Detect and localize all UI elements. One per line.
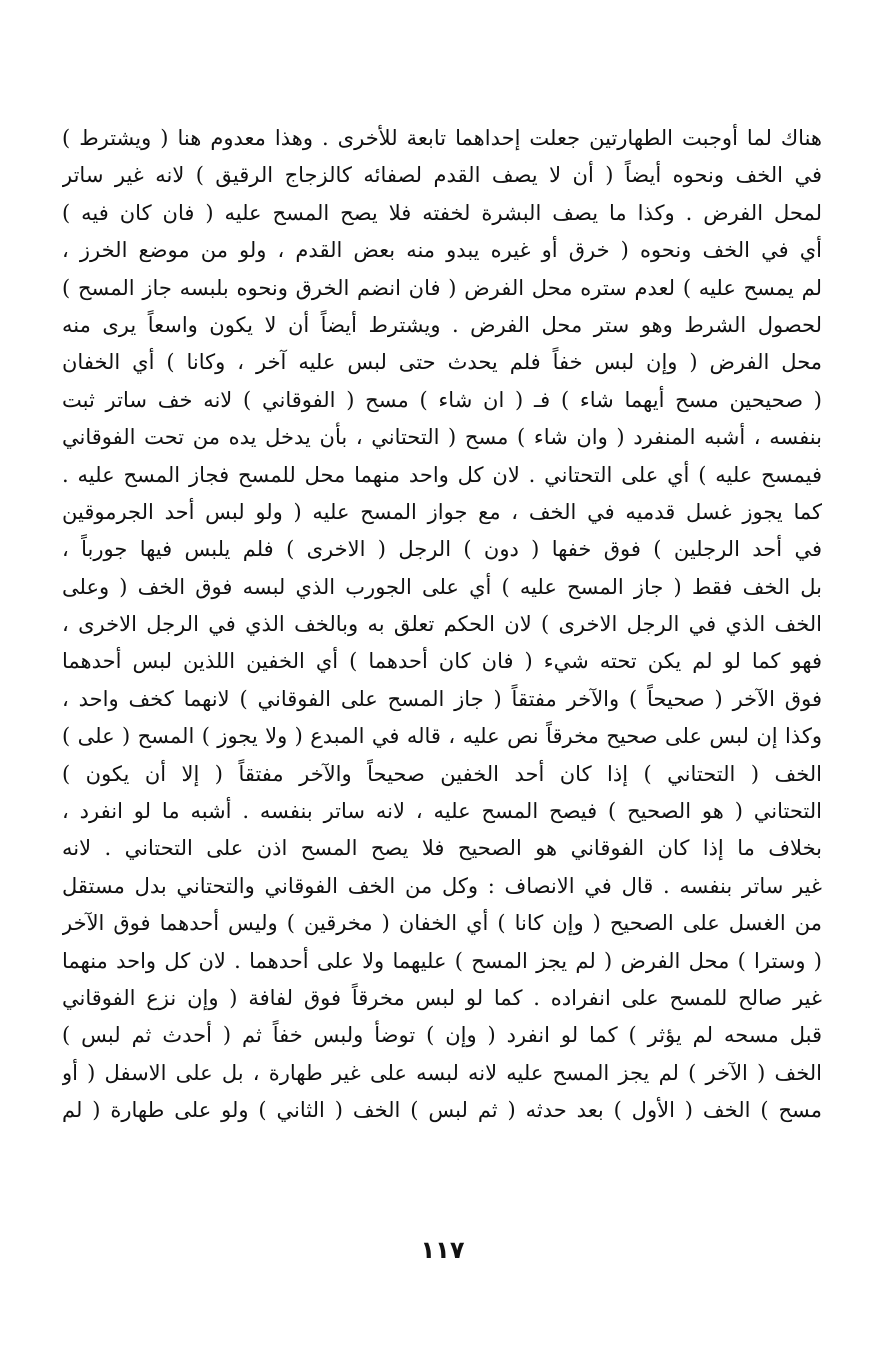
text-line: فوق الآخر ( صحيحاً ) والآخر مفتقاً ( جاز المسح على الفوقاني ) لانهما كخف واحد ، — [62, 686, 822, 711]
text-line: بل الخف فقط ( جاز المسح عليه ) أي على الجورب الذي لبسه فوق الخف ( وعلى — [62, 574, 822, 599]
text-line: من الغسل على الصحيح ( وإن كانا ) أي الخفان ( مخرقين ) وليس أحدهما فوق الآخر — [62, 911, 822, 936]
text-line: لمحل الفرض . وكذا ما يصف البشرة لخفته فلا يصح المسح عليه ( فان كان فيه ) — [62, 200, 822, 225]
text-line: الخف الذي في الرجل الاخرى ) لان الحكم تعلق به وبالخف الذي في الرجل الاخرى ، — [62, 612, 822, 637]
text-line: لحصول الشرط وهو ستر محل الفرض . ويشترط أيضاً أن لا يكون واسعاً يرى منه — [62, 312, 822, 337]
text-line: فيمسح عليه ) أي على التحتاني . لان كل واحد منهما محل للمسح فجاز المسح عليه . — [62, 462, 822, 487]
text-line: ( وسترا ) محل الفرض ( لم يجز المسح ) عليهما ولا على أحدهما . لان كل واحد منهما — [62, 948, 822, 973]
page-number: ١١٧ — [420, 1236, 465, 1264]
text-line: مسح ) الخف ( الأول ) بعد حدثه ( ثم لبس ) الخف ( الثاني ) ولو على طهارة ( لم — [62, 1098, 822, 1123]
text-line: وكذا إن لبس على صحيح مخرقاً نص عليه ، قاله في المبدع ( ولا يجوز ) المسح ( على ) — [62, 724, 822, 749]
text-line: في الخف ونحوه أيضاً ( أن لا يصف القدم لصفائه كالزجاج الرقيق ) لانه غير ساتر — [62, 163, 822, 188]
text-line: قبل مسحه لم يؤثر ) كما لو انفرد ( وإن ) توضأ ولبس خفاً ثم ( أحدث ثم لبس ) — [62, 1023, 822, 1048]
text-line: هناك لما أوجبت الطهارتين جعلت إحداهما تابعة للأخرى . وهذا معدوم هنا ( ويشترط ) — [62, 126, 822, 150]
text-line: في أحد الرجلين ) فوق خفها ( دون ) الرجل ( الاخرى ) فلم يلبس فيها جورباً ، — [62, 537, 822, 562]
text-line: كما يجوز غسل قدميه في الخف ، مع جواز المسح عليه ( ولو لبس أحد الجرموقين — [62, 499, 822, 524]
text-line: فهو كما لو لم يكن تحته شيء ( فان كان أحدهما ) أي الخفين اللذين لبس أحدهما — [62, 649, 822, 674]
text-line: غير صالح للمسح على انفراده . كما لو لبس مخرقاً فوق لفافة ( وإن نزع الفوقاني — [62, 985, 822, 1010]
body-text — [62, 120, 822, 1130]
text-line: التحتاني ( هو الصحيح ) فيصح المسح عليه ، لانه ساتر بنفسه . أشبه ما لو انفرد ، — [62, 799, 822, 824]
text-line: محل الفرض ( وإن لبس خفاً فلم يحدث حتى لبس عليه آخر ، وكانا ) أي الخفان — [62, 350, 822, 375]
text-line: لم يمسح عليه ) لعدم ستره محل الفرض ( فان انضم الخرق ونحوه بلبسه جاز المسح ) — [62, 275, 822, 300]
text-line: الخف ( الآخر ) لم يجز المسح عليه لانه لبسه على غير طهارة ، بل على الاسفل ( أو — [62, 1060, 822, 1085]
text-line: الخف ( التحتاني ) إذا كان أحد الخفين صحيحاً والآخر مفتقاً ( إلا أن يكون ) — [62, 761, 822, 786]
text-line: بخلاف ما إذا كان الفوقاني هو الصحيح فلا يصح المسح اذن على التحتاني . لانه — [62, 836, 822, 861]
text-line: ( صحيحين مسح أيهما شاء ) فـ ( ان شاء ) مسح ( الفوقاني ) لانه خف ساتر ثبت — [62, 387, 822, 412]
text-line: أي في الخف ونحوه ( خرق أو غيره يبدو منه بعض القدم ، ولو من موضع الخرز ، — [62, 238, 822, 263]
text-line: بنفسه ، أشبه المنفرد ( وان شاء ) مسح ( التحتاني ، بأن يدخل يده من تحت الفوقاني — [62, 425, 822, 450]
text-line: غير ساتر بنفسه . قال في الانصاف : وكل من الخف الفوقاني والتحتاني بدل مستقل — [62, 873, 822, 898]
